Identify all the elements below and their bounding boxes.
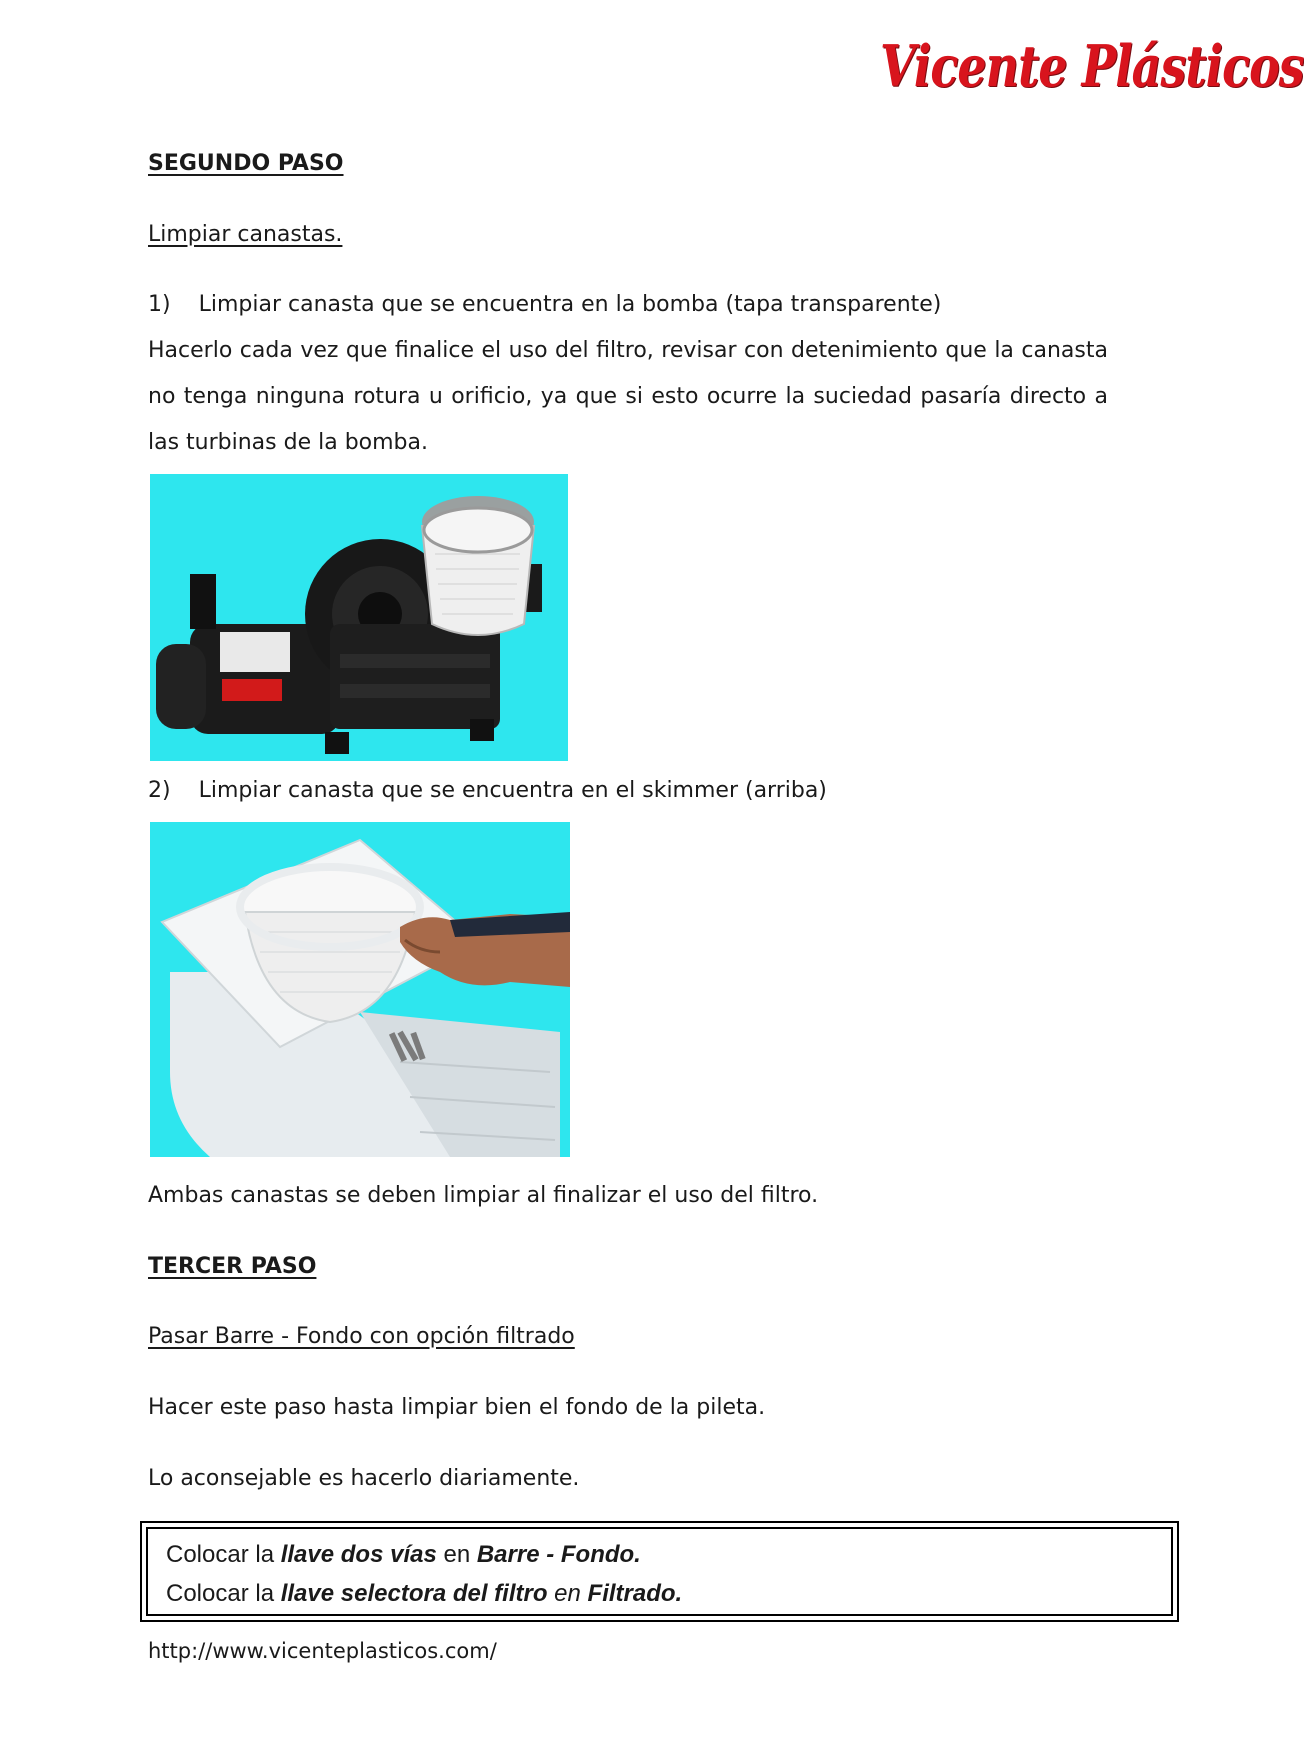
instruction-1-position: Barre - Fondo. xyxy=(476,1541,641,1568)
footer-url[interactable]: http://www.vicenteplasticos.com/ xyxy=(148,1639,497,1663)
list-item-2-number: 2) xyxy=(148,778,171,803)
instruction-2-valve: llave selectora del filtro xyxy=(280,1580,548,1607)
section3-heading: TERCER PASO xyxy=(148,1254,317,1279)
instruction-2-position: Filtrado. xyxy=(587,1580,683,1607)
instruction-1-text-a: Colocar la xyxy=(166,1541,281,1568)
skimmer-illustration xyxy=(150,822,570,1157)
brand-logo-text: Vicente Plásticos xyxy=(880,32,1304,100)
list-item-1 xyxy=(148,282,941,328)
section2-heading: SEGUNDO PASO xyxy=(148,151,344,176)
list-item-1-text: Limpiar canasta que se encuentra en la bomba (tapa transparente) xyxy=(198,292,942,317)
section2-closing: Ambas canastas se deben limpiar al finalizar el uso del filtro. xyxy=(148,1183,819,1208)
section3-line2: Lo aconsejable es hacerlo diariamente. xyxy=(148,1466,580,1491)
pump-illustration xyxy=(150,474,568,761)
list-item-1-number: 1) xyxy=(148,292,171,317)
item1-body: Hacerlo cada vez que finalice el uso del filtro, revisar con detenimiento que la canasta no tenga ninguna rotura u orificio, ya que si esto ocurre la suciedad pasaría directo a las turbinas de la bomba. xyxy=(148,338,1108,455)
instruction-box-inner xyxy=(146,1527,1173,1616)
instruction-1-text-c: en xyxy=(436,1541,477,1568)
instruction-2-text-c: en xyxy=(547,1580,588,1607)
section3-line1: Hacer este paso hasta limpiar bien el fondo de la pileta. xyxy=(148,1395,766,1420)
pump-photo xyxy=(150,474,568,761)
instruction-box xyxy=(140,1521,1179,1622)
instruction-2-text-a: Colocar la xyxy=(166,1580,281,1607)
instruction-line-1 xyxy=(166,1541,641,1569)
brand-logo xyxy=(880,28,1304,100)
skimmer-photo xyxy=(150,822,570,1157)
section2-subheading: Limpiar canastas. xyxy=(148,222,343,247)
instruction-line-2 xyxy=(166,1580,682,1608)
list-item-2 xyxy=(148,768,827,814)
instruction-1-valve: llave dos vías xyxy=(280,1541,437,1568)
section3-subheading: Pasar Barre - Fondo con opción filtrado xyxy=(148,1324,575,1349)
list-item-2-text: Limpiar canasta que se encuentra en el skimmer (arriba) xyxy=(198,778,827,803)
